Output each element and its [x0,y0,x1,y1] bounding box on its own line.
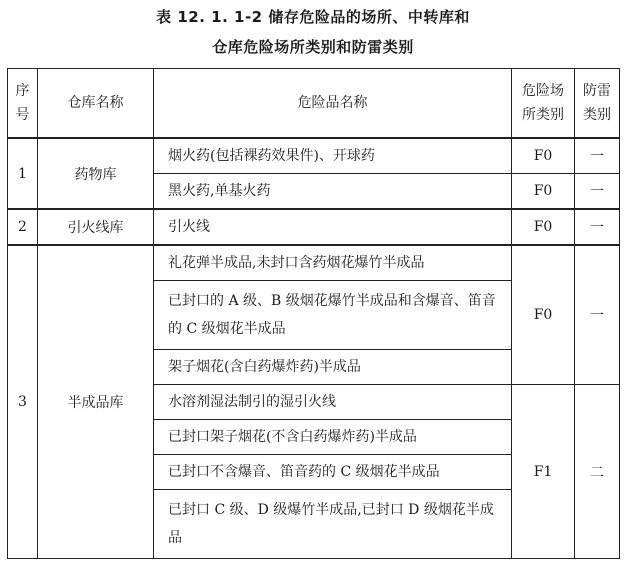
lightning-class: 一 [575,209,620,245]
hazard-class: F0 [512,174,575,210]
warehouse-name: 引火线库 [38,209,154,245]
table-caption-line-2: 仓库危险场所类别和防雷类别 [212,38,414,56]
table-row [8,209,620,245]
goods-name: 礼花弹半成品,未封口含药烟花爆竹半成品 [154,245,512,281]
row-no: 2 [8,209,38,245]
goods-name: 已封口不含爆音、笛音药的 C 级烟花半成品 [154,455,512,490]
goods-name: 烟火药(包括裸药效果件)、开球药 [154,138,512,174]
warehouse-name: 半成品库 [38,245,154,559]
goods-name: 架子烟花(含白药爆炸药)半成品 [154,350,512,385]
lightning-class: 一 [575,245,620,385]
hazard-class: F0 [512,245,575,385]
lightning-class: 一 [575,138,620,174]
goods-name: 已封口的 A 级、B 级烟花爆竹半成品和含爆音、笛音的 C 级烟花半成品 [154,281,512,350]
row-no: 1 [8,138,38,209]
header-row [8,69,620,139]
table-caption-line-1: 表 12. 1. 1-2 储存危险品的场所、中转库和 [156,8,470,26]
goods-name: 已封口 C 级、D 级爆竹半成品,已封口 D 级烟花半成品 [154,490,512,559]
header-no: 序 号 [8,69,38,139]
hazard-class: F0 [512,138,575,174]
header-warehouse: 仓库名称 [38,69,154,139]
header-lightning-class: 防雷 类别 [575,69,620,139]
hazard-class: F0 [512,209,575,245]
header-hazard-class: 危险场 所类别 [512,69,575,139]
goods-name: 已封口架子烟花(不含白药爆炸药)半成品 [154,420,512,455]
header-goods: 危险品名称 [154,69,512,139]
goods-name: 引火线 [154,209,512,245]
hazard-classification-table [7,68,620,559]
hazard-class: F1 [512,385,575,559]
warehouse-name: 药物库 [38,138,154,209]
lightning-class: 二 [575,385,620,559]
lightning-class: 一 [575,174,620,210]
table-row [8,138,620,174]
goods-name: 黑火药,单基火药 [154,174,512,210]
table-row [8,245,620,281]
goods-name: 水溶剂湿法制引的湿引火线 [154,385,512,420]
row-no: 3 [8,245,38,559]
